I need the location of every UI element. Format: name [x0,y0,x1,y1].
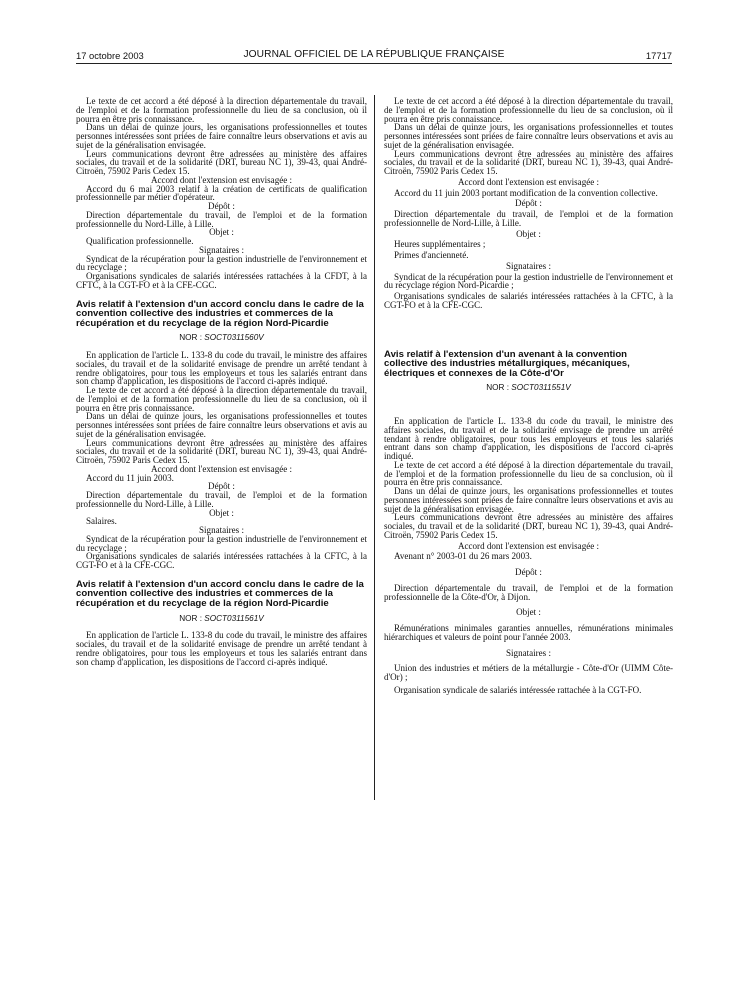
paragraph: Syndicat de la récupération pour la gestion industrielle de l'environnement et du recyclage région Nord-Picardie ; [384,271,673,291]
section-label: Dépôt : [515,567,542,578]
paragraph: Accord du 11 juin 2003 portant modification de la convention collective. [394,187,658,198]
paragraph: Dans un délai de quinze jours, les organisations professionnelles et toutes personnes intéressées sont priées de faire connaître leurs observations et avis au sujet de la généralisation envisagée. [76,122,367,150]
journal-title: JOURNAL OFFICIEL DE LA RÉPUBLIQUE FRANÇAISE [243,49,505,60]
nor-reference: NOR : SOCT0311551V [486,383,571,393]
section-label: Accord dont l'extension est envisagée : [150,463,293,474]
paragraph: Organisations syndicales de salariés intéressées rattachées à la CFTC, à la CGT-FO et à la CFE-CGC. [76,551,367,571]
paragraph: Leurs communications devront être adressées au ministère des affaires sociales, du travail et de la solidarité (DRT, bureau NC 1), 39-43, quai André-Citroën, 75902 Paris Cedex 15. [384,512,673,540]
right-column [384,97,673,695]
paragraph: Organisation syndicale de salariés intéressée rattachée à la CGT-FO. [394,684,642,695]
paragraph: Le texte de cet accord a été déposé à la direction départementale du travail, de l'emploi et de la formation professionnelle du lieu de sa conclusion, où il pourra en être pris connaissance. [384,459,673,488]
column-divider [374,95,375,800]
notice-heading: Avis relatif à l'extension d'un avenant à la convention collective des industries métallurgiques, mécaniques, électriques et connexes de la Côte-d'Or [384,348,630,379]
paragraph: Dans un délai de quinze jours, les organisations professionnelles et toutes personnes intéressées sont priées de faire connaître leurs observations et avis au sujet de la généralisation envisagée. [384,122,673,150]
paragraph: Direction départementale du travail, de l'emploi et de la formation professionnelle du Nord-Lille, à Lille. [76,209,367,229]
paragraph: Qualification professionnelle. [86,236,194,246]
paragraph: Organisations syndicales de salariés intéressées rattachées à la CFTC, à la CGT-FO et à la CFE-CGC. [384,291,673,310]
paragraph: Primes d'ancienneté. [394,250,469,260]
paragraph: Le texte de cet accord a été déposé à la direction départementale du travail, de l'emploi et de la formation professionnelle du lieu de sa conclusion, où il pourra en être pris connaissance. [76,385,367,413]
section-label: Accord dont l'extension est envisagée : [150,174,293,185]
section-label: Dépôt : [208,481,235,492]
paragraph: En application de l'article L. 133-8 du code du travail, le ministre des affaires sociales, du travail et de la solidarité envisage de prendre un arrêté tendant à rendre obligatoires, pour tous les employeurs et tous les salariés entrant dans son champ d'application, les dispositions de l'accord ci-après indiqué. [76,350,367,387]
page-number: 17717 [645,50,672,61]
paragraph: Leurs communications devront être adressées au ministère des affaires sociales, du travail et de la solidarité (DRT, bureau NC 1), 39-43, quai André-Citroën, 75902 Paris Cedex 15. [384,148,673,176]
paragraph: Heures supplémentaires ; [394,239,486,250]
notice-heading: Avis relatif à l'extension d'un accord conclu dans le cadre de la convention collective des industries et commerces de la récupération et du recyclage de la région Nord-Picardie [76,298,364,329]
paragraph: Organisations syndicales de salariés intéressées rattachées à la CFDT, à la CFTC, à la CGT-FO et à la CFE-CGC. [76,271,367,290]
header-rule [76,63,672,64]
section-label: Dépôt : [208,201,235,211]
paragraph: Avenant n° 2003-01 du 26 mars 2003. [394,551,532,562]
left-column [76,97,367,666]
paragraph: Dans un délai de quinze jours, les organisations professionnelles et toutes personnes intéressées sont priées de faire connaître leurs observations et avis au sujet de la généralisation envisagée. [384,486,673,514]
nor-reference: NOR : SOCT0311561V [179,613,264,623]
paragraph: Rémunérations minimales garanties annuelles, rémunérations minimales hiérarchiques et valeurs de point pour l'année 2003. [384,623,673,642]
paragraph: Le texte de cet accord a été déposé à la direction départementale du travail, de l'emploi et de la formation professionnelle du lieu de sa conclusion, où il pourra en être pris connaissance. [384,96,673,124]
paragraph: En application de l'article L. 133-8 du code du travail, le ministre des affaires sociales, du travail et de la solidarité envisage de prendre un arrêté tendant à rendre obligatoires, pour tous les employeurs et tous les salariés entrant dans son champ d'application, les dispositions de l'accord ci-après indiqué. [384,416,673,462]
paragraph: Accord du 11 juin 2003. [86,472,174,483]
paragraph: Direction départementale du travail, de l'emploi et de la formation professionnelle de la Côte-d'Or, à Dijon. [384,582,673,602]
section-label: Signataires : [199,244,244,255]
paragraph: Direction départementale du travail, de l'emploi et de la formation professionnelle du Nord-Lille, à Lille. [76,490,367,509]
section-label: Signataires : [506,260,551,271]
section-label: Accord dont l'extension est envisagée : [457,540,600,551]
paragraph: Leurs communications devront être adressées au ministère des affaires sociales, du travail et de la solidarité (DRT, bureau NC 1), 39-43, quai André-Citroën, 75902 Paris Cedex 15. [76,148,367,176]
section-label: Objet : [516,607,541,618]
paragraph: Direction départementale du travail, de l'emploi et de la formation professionnelle de Nord-Lille, à Lille. [384,209,673,228]
section-label: Accord dont l'extension est envisagée : [457,176,600,187]
section-label: Objet : [209,507,234,518]
section-label: Signataires : [199,525,244,536]
section-label: Dépôt : [515,198,542,209]
paragraph: Leurs communications devront être adressées au ministère des affaires sociales, du travail et de la solidarité (DRT, bureau NC 1), 39-43, quai André-Citroën, 75902 Paris Cedex 15. [76,437,367,466]
notice-heading: Avis relatif à l'extension d'un accord conclu dans le cadre de la convention collective des industries et commerces de la récupération et du recyclage de la région Nord-Picardie [76,578,364,609]
paragraph: Salaires. [86,516,117,527]
paragraph: Le texte de cet accord a été déposé à la direction départementale du travail, de l'emploi et de la formation professionnelle du lieu de sa conclusion, où il pourra en être pris connaissance. [76,96,367,124]
section-label: Signataires : [506,647,551,658]
nor-reference: NOR : SOCT0311560V [179,333,264,343]
section-label: Objet : [209,227,234,238]
section-label: Objet : [516,228,541,239]
paragraph: Union des industries et métiers de la métallurgie - Côte-d'Or (UIMM Côte-d'Or) ; [384,663,673,683]
header-date: 17 octobre 2003 [76,50,144,61]
paragraph: Syndicat de la récupération pour la gestion industrielle de l'environnement et du recyclage ; [76,533,367,553]
page-header [76,48,672,64]
paragraph: En application de l'article L. 133-8 du code du travail, le ministre des affaires sociales, du travail et de la solidarité envisage de prendre un arrêté tendant à rendre obligatoires, pour tous les employeurs et tous les salariés entrant dans son champ d'application, les dispositions de l'accord ci-après indiqué. [76,630,367,667]
paragraph: Dans un délai de quinze jours, les organisations professionnelles et toutes personnes intéressées sont priées de faire connaître leurs observations et avis au sujet de la généralisation envisagée. [76,411,367,439]
paragraph: Accord du 6 mai 2003 relatif à la création de certificats de qualification professionnelle par métier d'opérateur. [76,183,367,203]
paragraph: Syndicat de la récupération pour la gestion industrielle de l'environnement et du recyclage ; [76,253,367,273]
